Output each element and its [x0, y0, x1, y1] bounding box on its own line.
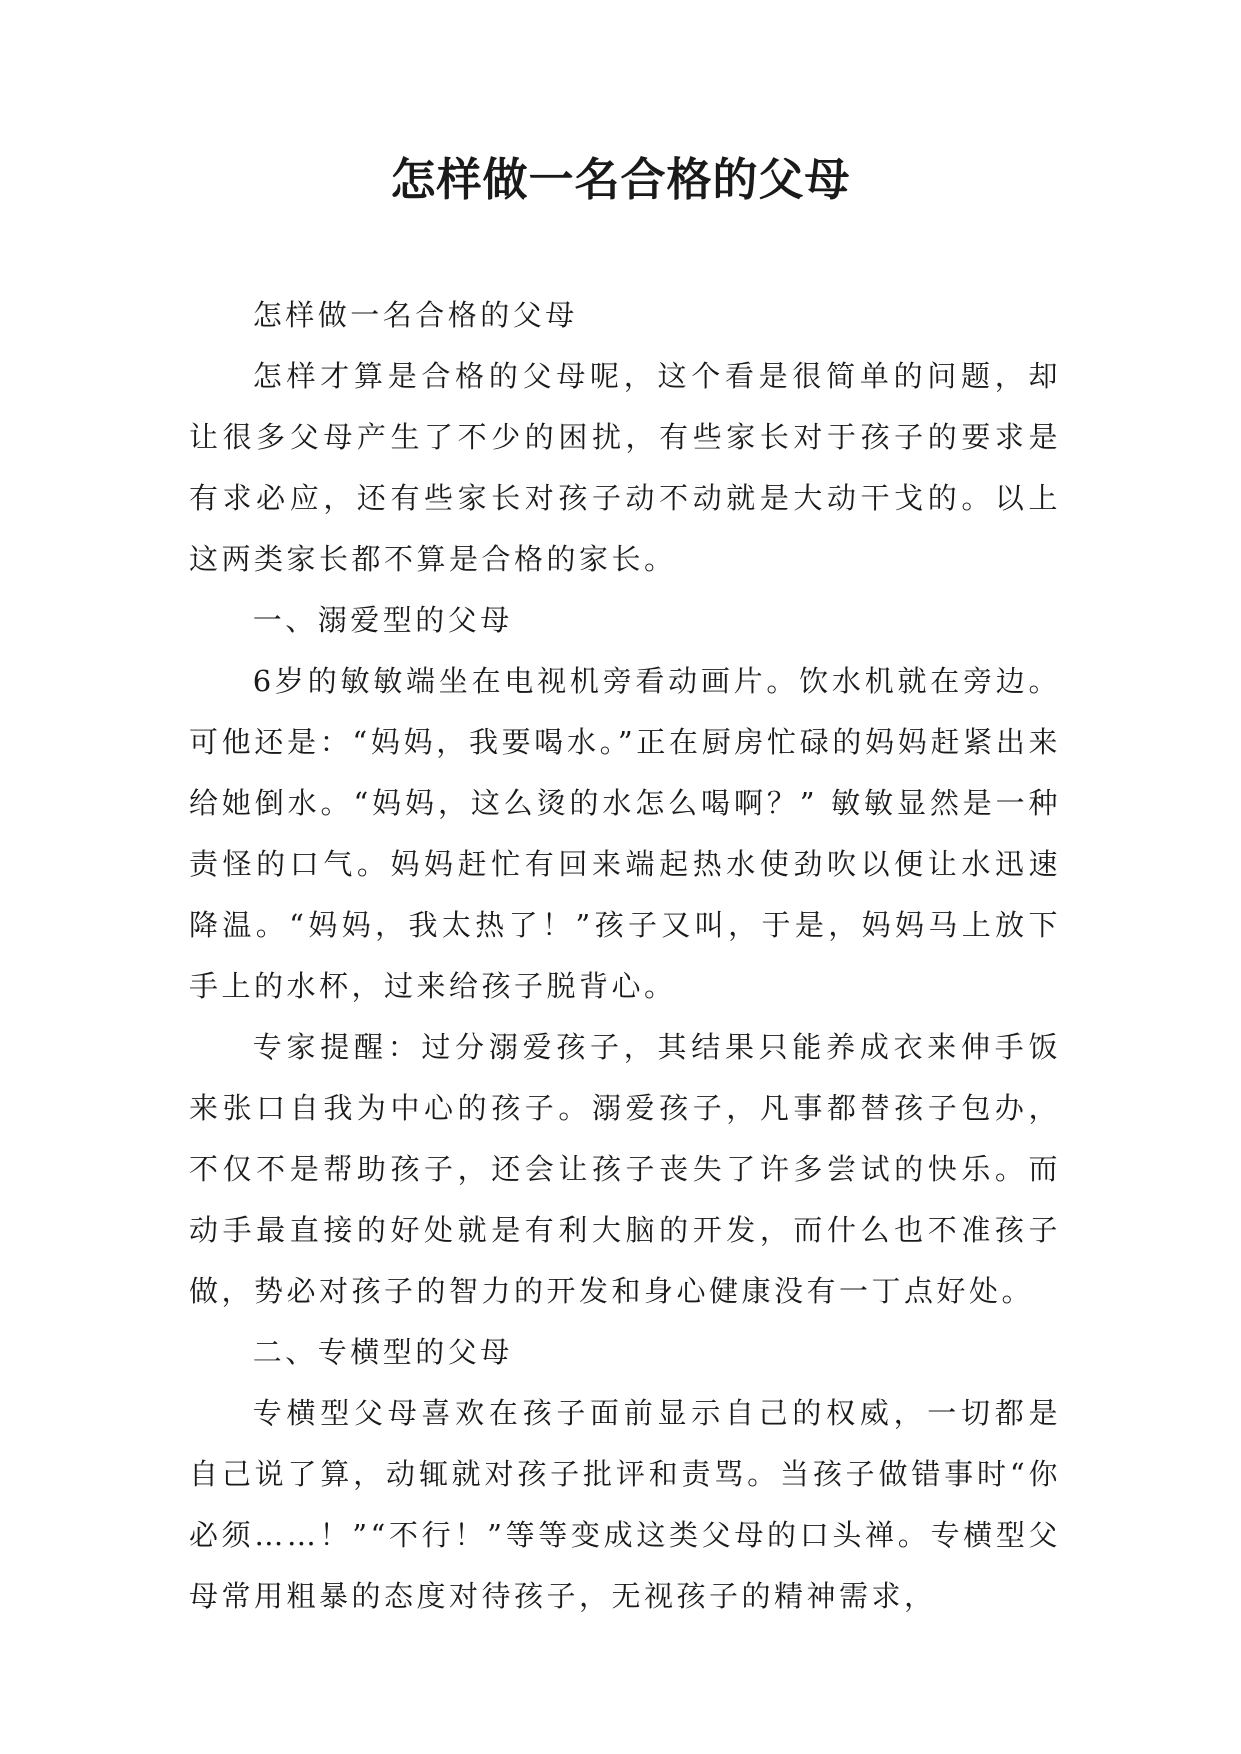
paragraph-authoritarian: 专横型父母喜欢在孩子面前显示自己的权威，一切都是自己说了算，动辄就对孩子批评和责骂。当孩子做错事时“你必须……！”“不行！”等等变成这类父母的口头禅。专横型父母常用粗暴的态度对待孩子，无视孩子的精神需求，: [189, 1396, 1061, 1613]
section-heading-doting-parents: 一、溺爱型的父母: [252, 603, 513, 637]
paragraph-subtitle: 怎样做一名合格的父母: [252, 298, 578, 332]
document-title: 怎样做一名合格的父母: [390, 153, 851, 206]
section-heading-authoritarian-parents: 二、专横型的父母: [252, 1335, 513, 1369]
paragraph-intro: 怎样才算是合格的父母呢，这个看是很简单的问题，却让很多父母产生了不少的困扰，有些家长对于孩子的要求是有求必应，还有些家长对孩子动不动就是大动干戈的。以上这两类家长都不算是合格的家长。: [189, 359, 1061, 576]
paragraph-expert-advice: 专家提醒：过分溺爱孩子，其结果只能养成衣来伸手饭来张口自我为中心的孩子。溺爱孩子，凡事都替孩子包办，不仅不是帮助孩子，还会让孩子丧失了许多尝试的快乐。而动手最直接的好处就是有利大脑的开发，而什么也不准孩子做，势必对孩子的智力的开发和身心健康没有一丁点好处。: [189, 1030, 1061, 1308]
paragraph-minmin-story: 6岁的敏敏端坐在电视机旁看动画片。饮水机就在旁边。可他还是：“妈妈，我要喝水。”正在厨房忙碌的妈妈赶紧出来给她倒水。“妈妈，这么烫的水怎么喝啊？” 敏敏显然是一种责怪的口气。妈妈赶忙有回来端起热水使劲吹以便让水迅速降温。“妈妈，我太热了！”孩子又叫，于是，妈妈马上放下手上的水杯，过来给孩子脱背心。: [189, 664, 1061, 1003]
document-body: [189, 285, 1061, 1627]
